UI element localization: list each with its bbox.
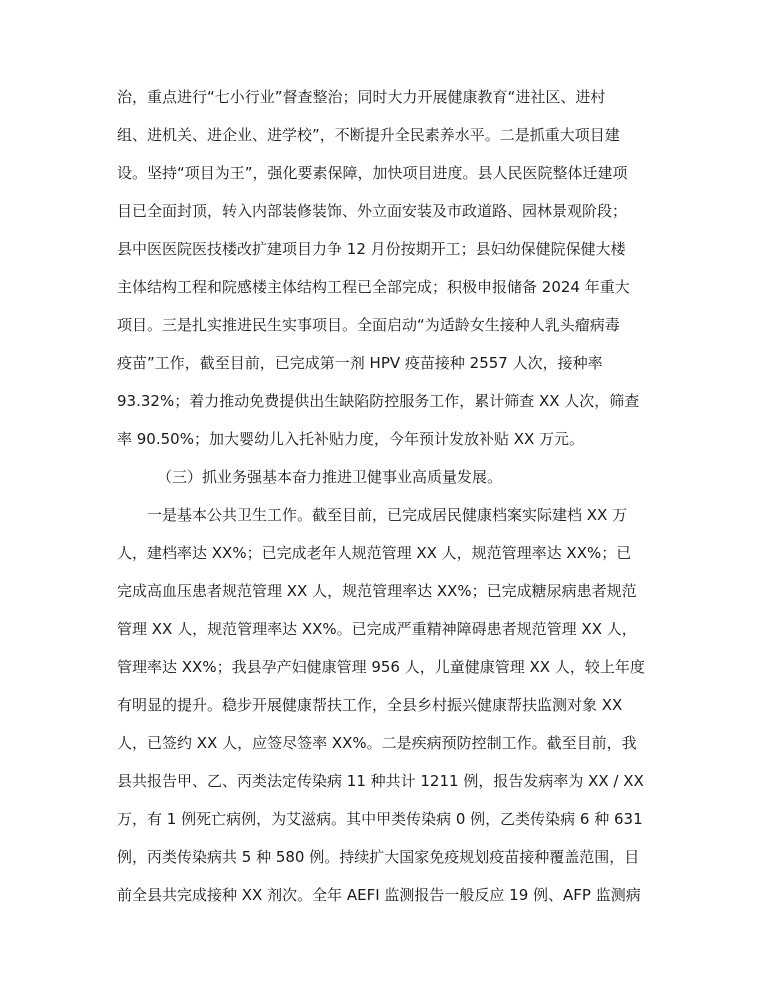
text-line: 例，丙类传染病共 5 种 580 例。持续扩大国家免疫规划疫苗接种覆盖范围，目	[117, 848, 640, 866]
text-line: 人，建档率达 XX%；已完成老年人规范管理 XX 人，规范管理率达 XX%；已	[117, 544, 632, 562]
text-line: 县共报告甲、乙、丙类法定传染病 11 种共计 1211 例，报告发病率为 XX / XX	[117, 772, 644, 790]
text-line: 前全县共完成接种 XX 剂次。全年 AEFI 监测报告一般反应 19 例、AFP 监测病	[117, 886, 641, 904]
text-line: 组、进机关、进企业、进学校”，不断提升全民素养水平。二是抓重大项目建	[117, 126, 620, 144]
text-line: 有明显的提升。稳步开展健康帮扶工作，全县乡村振兴健康帮扶监测对象 XX	[117, 696, 623, 714]
text-line: 一是基本公共卫生工作。截至目前，已完成居民健康档案实际建档 XX 万	[147, 506, 628, 524]
text-line: 设。坚持“项目为王”，强化要素保障，加快项目进度。县人民医院整体迁建项	[117, 164, 628, 182]
text-line: 目已全面封顶，转入内部装修装饰、外立面安装及市政道路、园林景观阶段；	[117, 202, 628, 220]
text-line: 项目。三是扎实推进民生实事项目。全面启动“为适龄女生接种人乳头瘤病毒	[117, 316, 620, 334]
section-heading: （三）抓业务强基本奋力推进卫健事业高质量发展。	[157, 468, 503, 486]
text-line: 管理 XX 人，规范管理率达 XX%。已完成严重精神障碍患者规范管理 XX 人，	[117, 620, 637, 638]
text-line: 管理率达 XX%；我县孕产妇健康管理 956 人，儿童健康管理 XX 人，较上年度	[117, 658, 645, 676]
text-line: 万，有 1 例死亡病例，为艾滋病。其中甲类传染病 0 例，乙类传染病 6 种 631	[117, 810, 643, 828]
text-line: 率 90.50%；加大婴幼儿入托补贴力度，今年预计发放补贴 XX 万元。	[117, 430, 585, 448]
text-line: 治，重点进行“七小行业”督查整治；同时大力开展健康教育“进社区、进村	[117, 88, 606, 106]
text-line: 93.32%；着力推动免费提供出生缺陷防控服务工作，累计筛查 XX 人次，筛查	[117, 392, 640, 410]
text-line: 人，已签约 XX 人，应签尽签率 XX%。二是疾病预防控制工作。截至目前，我	[117, 734, 637, 752]
text-line: 县中医医院医技楼改扩建项目力争 12 月份按期开工；县妇幼保健院保健大楼	[117, 240, 626, 258]
text-line: 完成高血压患者规范管理 XX 人，规范管理率达 XX%；已完成糖尿病患者规范	[117, 582, 637, 600]
text-line: 疫苗”工作，截至目前，已完成第一剂 HPV 疫苗接种 2557 人次，接种率	[117, 354, 603, 372]
text-line: 主体结构工程和院感楼主体结构工程已全部完成；积极申报储备 2024 年重大	[117, 278, 630, 296]
